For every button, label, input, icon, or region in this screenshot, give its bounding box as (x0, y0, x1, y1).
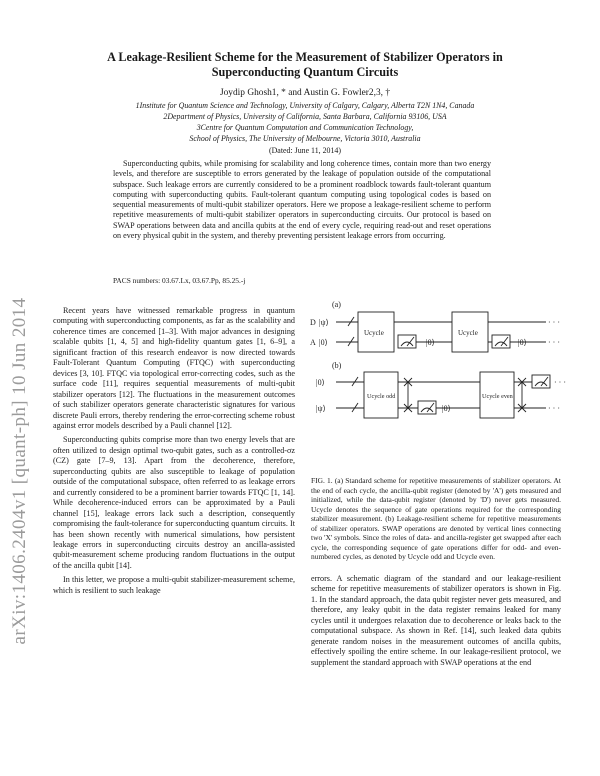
ancilla-register-label: A (310, 338, 316, 347)
u-odd-box: Ucycle odd (367, 393, 396, 400)
abstract: Superconducting qubits, while promising for scalability and long coherence times, contain more than two energy levels, and therefore are susceptible to errors generated by the leakage of population outside of the computational subspace. Such leakage errors are currently considered to be a prominent roadblock towards fault-tolerant quantum computing with superconducting qubits. Fault-tolerant quantum computing using topological codes is based on sequential measurements of multi-qubit stabilizer operators. Here we propose a leakage-resilient scheme to perform repetitive measurements of multi-qubit stabilizer operators in superconducting circuits. Our protocol is based on SWAP operations between data and ancilla qubits at the end of every cycle, requiring read-out and reset operations on every physical qubit in the system, and thereby preventing persistent leakage errors from occurring. (113, 159, 491, 240)
paragraph-3: In this letter, we propose a multi-qubit stabilizer-measurement scheme, which is resilient to such leakage (53, 575, 295, 595)
figure-1-circuit (308, 300, 570, 472)
right-column (311, 574, 561, 668)
panel-b-label: (b) (332, 361, 342, 370)
right-paragraph: errors. A schematic diagram of the standard and our leakage-resilient scheme for repetitive measurements of stabilizer operators is shown in Fig. 1. In the standard approach, the data qubit register never gets measured, and therefore, any leaky qubit in the data register remains leaked for many cycles until it undergoes relaxation due to decoherence or leaks back to the computational subspace. As shown in Ref. [14], such leaked data qubits generate random noises in the measurement outcomes of ancilla qubits, effectively spoiling the entire scheme. In our leakage-resilient protocol, we supplement the standard approach with SWAP operations at the end (311, 574, 561, 667)
ket-zero-reset-2: |0⟩ (518, 338, 527, 347)
left-column (53, 306, 295, 596)
ket-zero-a: |0⟩ (319, 338, 328, 347)
ellipsis-b2: · · · (548, 404, 560, 413)
ket-zero-b: |0⟩ (316, 378, 325, 387)
ket-zero-reset-b: |0⟩ (442, 404, 451, 413)
paragraph-1: Recent years have witnessed remarkable progress in quantum computing with superconducting components, as far as the scalability and coherence times are concerned [1–3]. With major advances in designing scalable qubits [1, 4, 5] and high-fidelity quantum gates [1, 6–9], a significant fraction of this research endeavor is now directed towards Fault-Tolerant Quantum Computing (FTQC) with superconducting devices [3, 10]. FTQC via topological error-correcting codes, such as the surface code [11], requires sequential measurements of multi-qubit stabilizer operators [12]. The fluctuations in the measurement outcomes of such stabilizer operators generate characteristic signatures for various discrete Pauli errors, thereby rendering the error-correcting scheme robust against error models described by a Pauli channel [12]. (53, 306, 295, 430)
ellipsis-a2: · · · (548, 338, 560, 347)
paragraph-2: Superconducting qubits comprise more than two energy levels that are often utilized to design optimal two-qubit gates, such as a controlled-σz (CZ) gate [7–9, 13]. Apart from the decoherence, therefore, superconducting qubits are also susceptible to leakage of population outside of the computational subspace, often referred to as leakage errors and currently considered to be a prominent barrier towards FTQC [1, 14]. While decoherence-induced errors can be approximated by a Pauli channel [15], leakage errors lack such a description, consequently compromising the fault-tolerance for superconducting quantum circuits. It has been shown recently with numerical simulations, how persistent leakage errors in superconducting circuits destroy an ancilla-assisted qubit-measurement scheme producing random fluctuations in the output of the ancilla qubit [14]. (53, 435, 295, 570)
affiliation-1: 1Institute for Quantum Science and Technology, University of Calgary, Calgary, Alberta T2N 1N4, Canada (135, 101, 475, 110)
ket-zero-reset-1: |0⟩ (426, 338, 435, 347)
data-register-label: D (310, 318, 316, 327)
panel-a-label: (a) (332, 300, 341, 309)
affiliation-2: 2Department of Physics, University of California, Santa Barbara, California 93106, USA (163, 112, 447, 121)
arxiv-watermark: arXiv:1406.2404v1 [quant-ph] 10 Jun 2014 (9, 297, 30, 645)
affiliation-3: 3Centre for Quantum Computation and Communication Technology, (196, 123, 414, 132)
ellipsis-b1: · · · (554, 378, 566, 387)
u-even-box: Ucycle even (482, 393, 513, 400)
ket-psi-b: |ψ⟩ (316, 404, 326, 413)
date-line: (Dated: June 11, 2014) (268, 146, 342, 155)
affiliation-4: School of Physics, The University of Melbourne, Victoria 3010, Australia (189, 134, 421, 143)
author-list: Joydip Ghosh1, * and Austin G. Fowler2,3, † (219, 88, 391, 98)
u-cycle-box-1: Ucycle (364, 329, 384, 337)
paper-title: A Leakage-Resilient Scheme for the Measurement of Stabilizer Operators in Superconducting Quantum Circuits (107, 50, 503, 79)
pacs-numbers: PACS numbers: 03.67.Lx, 03.67.Pp, 85.25.-j (113, 276, 246, 285)
ket-psi-a: |ψ⟩ (319, 318, 329, 327)
figure-1-caption: FIG. 1. (a) Standard scheme for repetitive measurements of stabilizer operators. At the end of each cycle, the ancilla-qubit register (denoted by 'A') gets measured and initialized, while the data-qubit register (denoted by 'D') never gets measured. Ucycle denotes the sequence of gate operations required for the corresponding stabilizer measurement. (b) Leakage-resilient scheme for repetitive measurements of stabilizer operators. SWAP operations are denoted by vertical lines connecting two 'X' symbols. Since the roles of data- and ancilla-register get swapped after each cycle, the corresponding sequence of gate operations differ for odd- and even-numbered cycles, as denoted by Ucycle odd and Ucycle even. (311, 476, 561, 561)
u-cycle-box-2: Ucycle (458, 329, 478, 337)
ellipsis-a1: · · · (548, 318, 560, 327)
